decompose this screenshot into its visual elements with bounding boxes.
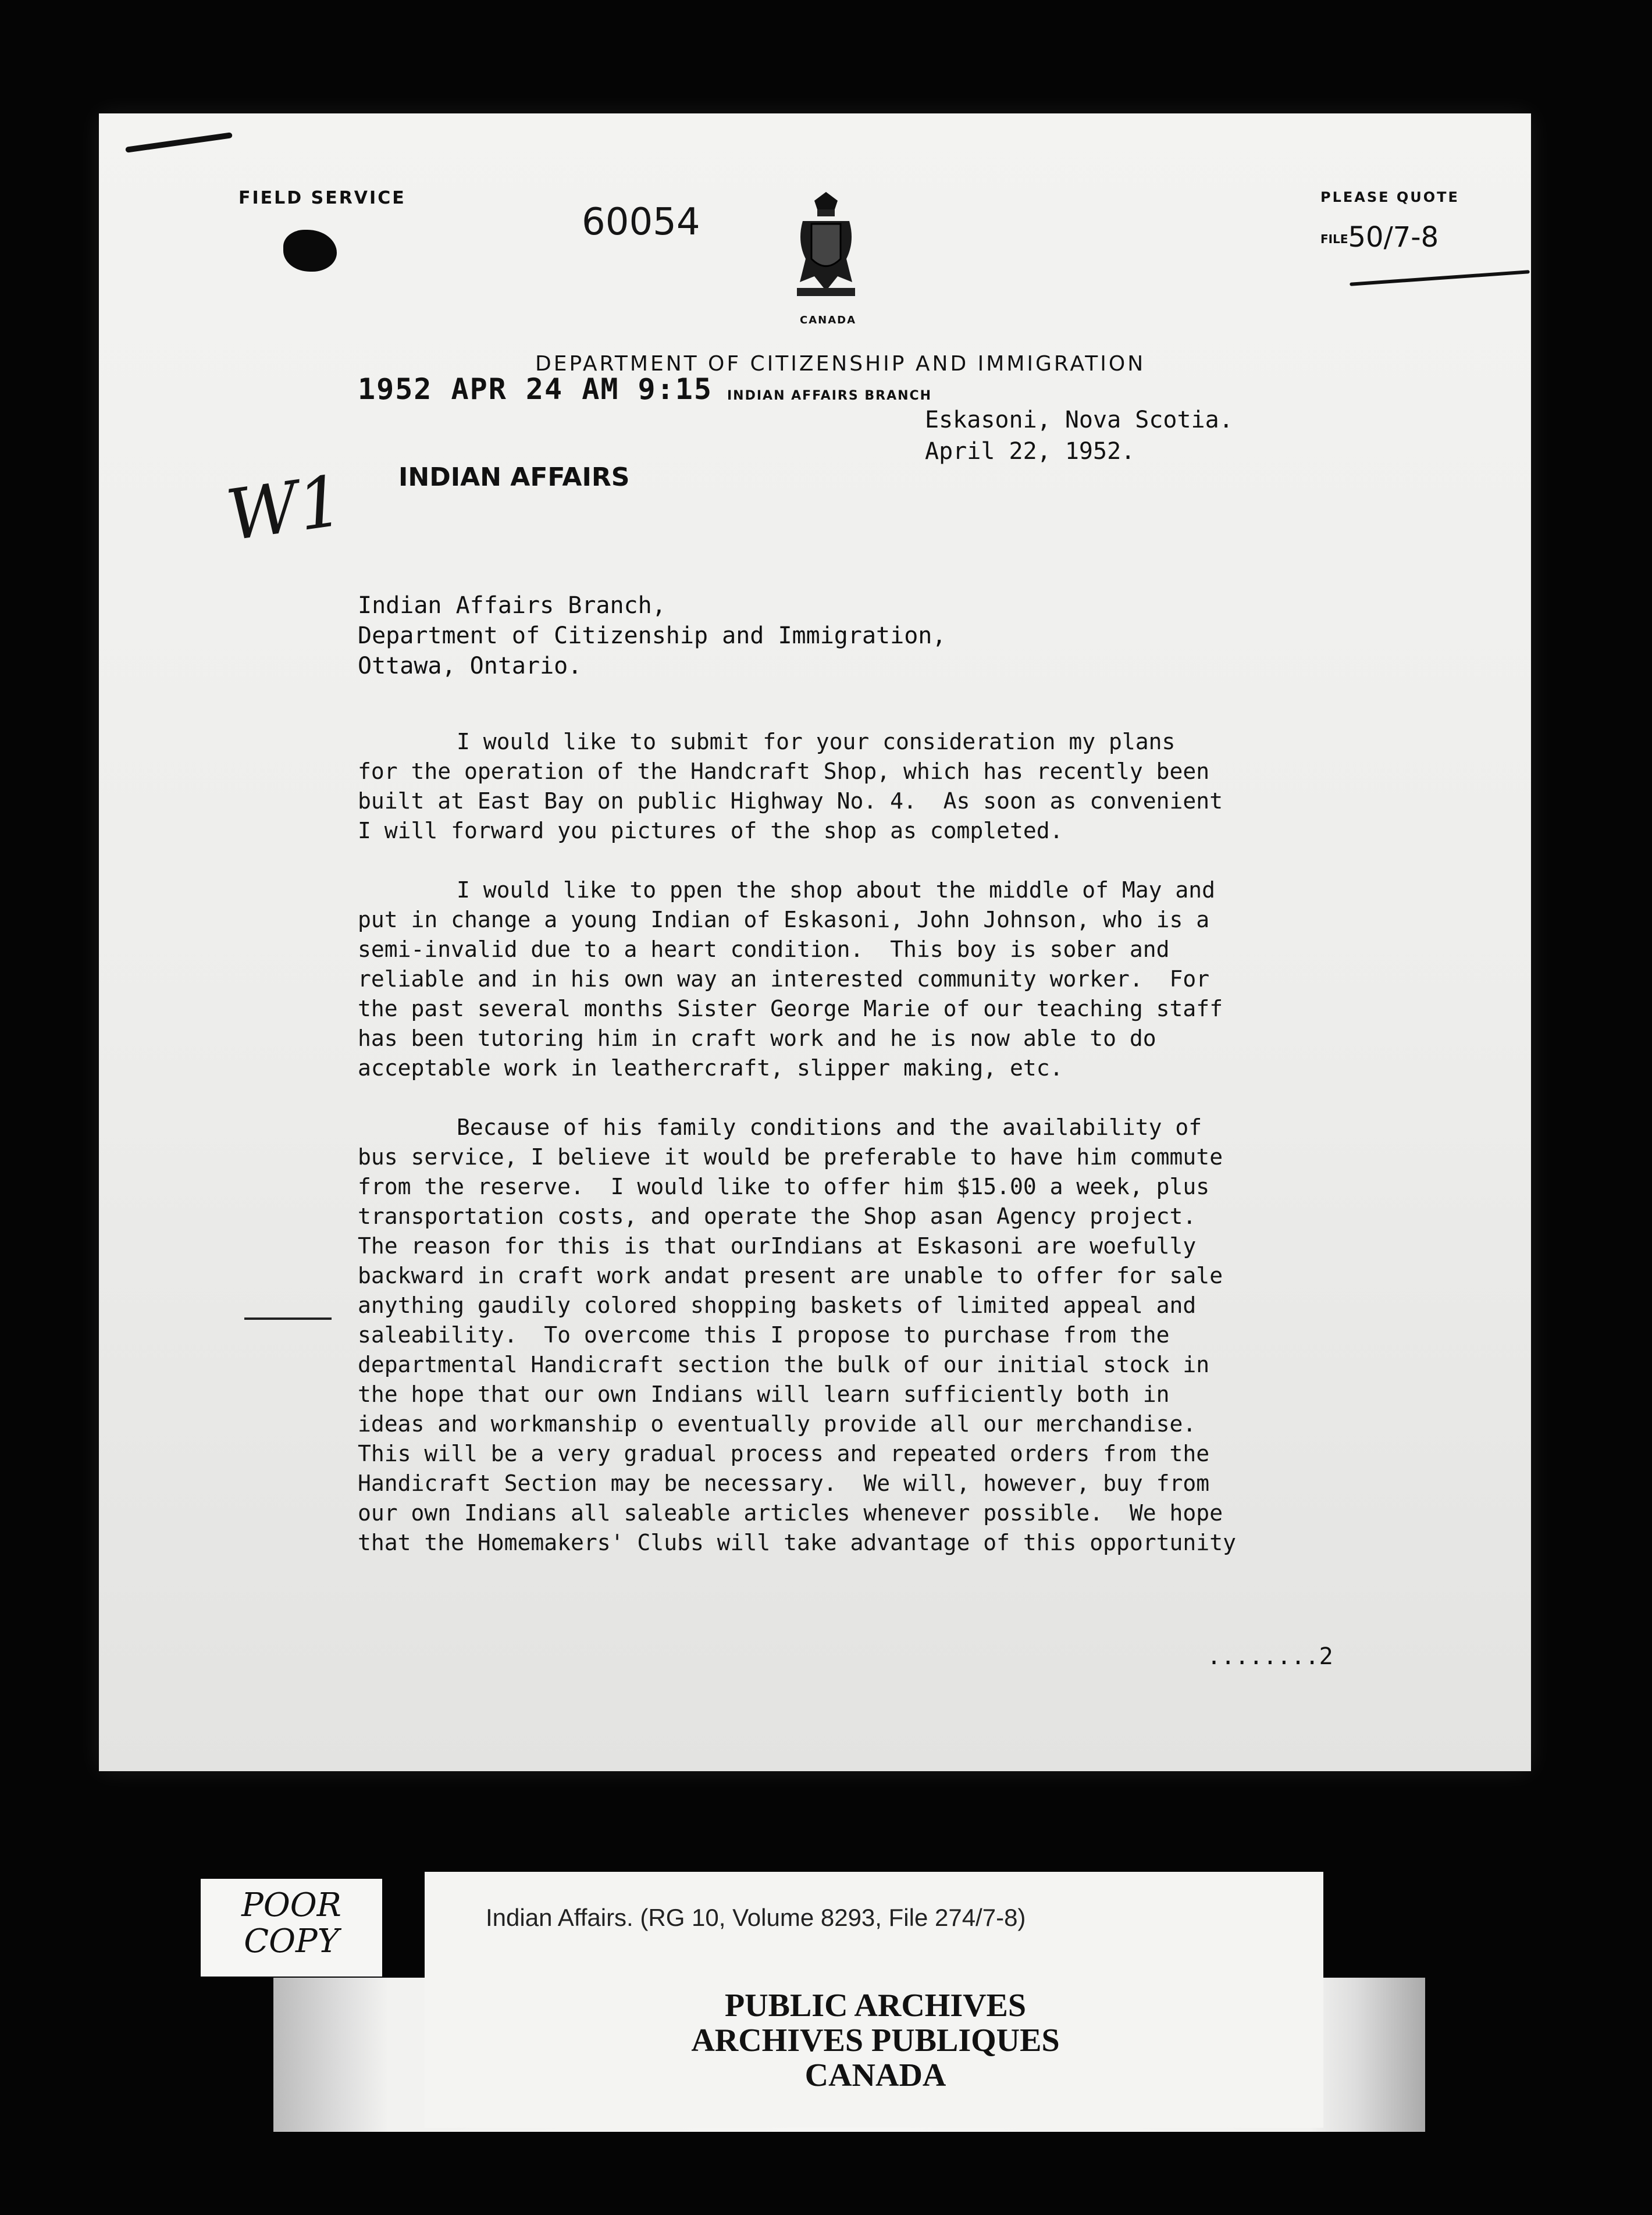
- text-line: acceptable work in leathercraft, slipper making, etc.: [358, 1055, 1063, 1081]
- paragraph: [358, 875, 1492, 1083]
- text-line: from the reserve. I would like to offer him $15.00 a week, plus: [358, 1174, 1210, 1199]
- text-line: I will forward you pictures of the shop as completed.: [358, 818, 1063, 843]
- poor-copy-label: [201, 1879, 382, 1977]
- pen-stroke-mark: [125, 132, 233, 153]
- archives-title: [0, 1988, 1652, 2093]
- file-number-value: 50/7-8: [1348, 221, 1439, 254]
- archives-title-line: PUBLIC ARCHIVES: [724, 1988, 1027, 2024]
- text-line: has been tutoring him in craft work and he is now able to do: [358, 1025, 1156, 1051]
- poor-copy-line: POOR: [241, 1886, 341, 1924]
- file-prefix: FILE: [1320, 232, 1348, 246]
- text-line: anything gaudily colored shopping baskets of limited appeal and: [358, 1292, 1197, 1318]
- department-name: DEPARTMENT OF CITIZENSHIP AND IMMIGRATION: [535, 352, 1146, 376]
- text-line: departmental Handicraft section the bulk of our initial stock in: [358, 1352, 1210, 1377]
- margin-dash: [244, 1317, 332, 1320]
- letter-date: April 22, 1952.: [925, 438, 1135, 465]
- received-office-stamp: INDIAN AFFAIRS: [398, 462, 630, 492]
- text-line: This will be a very gradual process and repeated orders from the: [358, 1441, 1210, 1466]
- document-number: 60054: [582, 201, 700, 244]
- paragraph: [358, 1113, 1492, 1558]
- received-date-stamp: 1952 APR 24 AM 9:15: [358, 372, 713, 406]
- text-line: backward in craft work andat present are unable to offer for sale: [358, 1263, 1223, 1288]
- poor-copy-line: COPY: [244, 1922, 339, 1960]
- text-line: bus service, I believe it would be preferable to have him commute: [358, 1144, 1223, 1170]
- text-line: ideas and workmanship o eventually provide all our merchandise.: [358, 1411, 1197, 1437]
- handwritten-mark: W1: [222, 460, 348, 557]
- addressee-line: Indian Affairs Branch,: [358, 592, 666, 619]
- text-line: semi-invalid due to a heart condition. This boy is sober and: [358, 936, 1170, 962]
- letter-body: [358, 727, 1492, 1587]
- letter-place: Eskasoni, Nova Scotia.: [925, 407, 1233, 433]
- archives-title-line: CANADA: [804, 2057, 946, 2093]
- letter-page: [99, 113, 1531, 1771]
- archive-reference: Indian Affairs. (RG 10, Volume 8293, File 274/7-8): [486, 1904, 1026, 1931]
- text-line: I would like to submit for your consideration my plans: [457, 729, 1176, 754]
- field-service-label: FIELD SERVICE: [238, 188, 406, 208]
- addressee-block: [358, 590, 946, 681]
- text-line: Because of his family conditions and the availability of: [457, 1114, 1202, 1140]
- text-line: reliable and in his own way an interested community worker. For: [358, 966, 1210, 992]
- archives-title-line: ARCHIVES PUBLIQUES: [691, 2022, 1060, 2059]
- file-number: [1320, 221, 1439, 254]
- crest-caption: CANADA: [800, 314, 857, 326]
- text-line: The reason for this is that ourIndians at Eskasoni are woefully: [358, 1233, 1197, 1259]
- text-line: put in change a young Indian of Eskasoni, John Johnson, who is a: [358, 907, 1210, 932]
- text-line: the past several months Sister George Marie of our teaching staff: [358, 996, 1223, 1021]
- text-line: saleability. To overcome this I propose to purchase from the: [358, 1322, 1170, 1348]
- letter-place-date: [925, 404, 1233, 467]
- text-line: Handicraft Section may be necessary. We will, however, buy from: [358, 1470, 1210, 1496]
- text-line: that the Homemakers' Clubs will take advantage of this opportunity: [358, 1530, 1236, 1555]
- ink-blot: [283, 230, 337, 272]
- continued-marker: ........2: [1207, 1643, 1333, 1670]
- paragraph: [358, 727, 1492, 846]
- text-line: I would like to ppen the shop about the middle of May and: [457, 877, 1216, 903]
- text-line: for the operation of the Handcraft Shop, which has recently been: [358, 758, 1210, 784]
- please-quote-label: PLEASE QUOTE: [1320, 189, 1459, 205]
- addressee-line: Ottawa, Ontario.: [358, 653, 582, 679]
- text-line: the hope that our own Indians will learn sufficiently both in: [358, 1381, 1170, 1407]
- addressee-line: Department of Citizenship and Immigration,: [358, 622, 946, 649]
- branch-name: INDIAN AFFAIRS BRANCH: [727, 389, 932, 403]
- text-line: transportation costs, and operate the Shop asan Agency project.: [358, 1203, 1197, 1229]
- canada-coat-of-arms-icon: [785, 189, 867, 305]
- text-line: our own Indians all saleable articles whenever possible. We hope: [358, 1500, 1223, 1526]
- text-line: built at East Bay on public Highway No. 4. As soon as convenient: [358, 788, 1223, 814]
- file-underline-stroke: [1350, 270, 1530, 286]
